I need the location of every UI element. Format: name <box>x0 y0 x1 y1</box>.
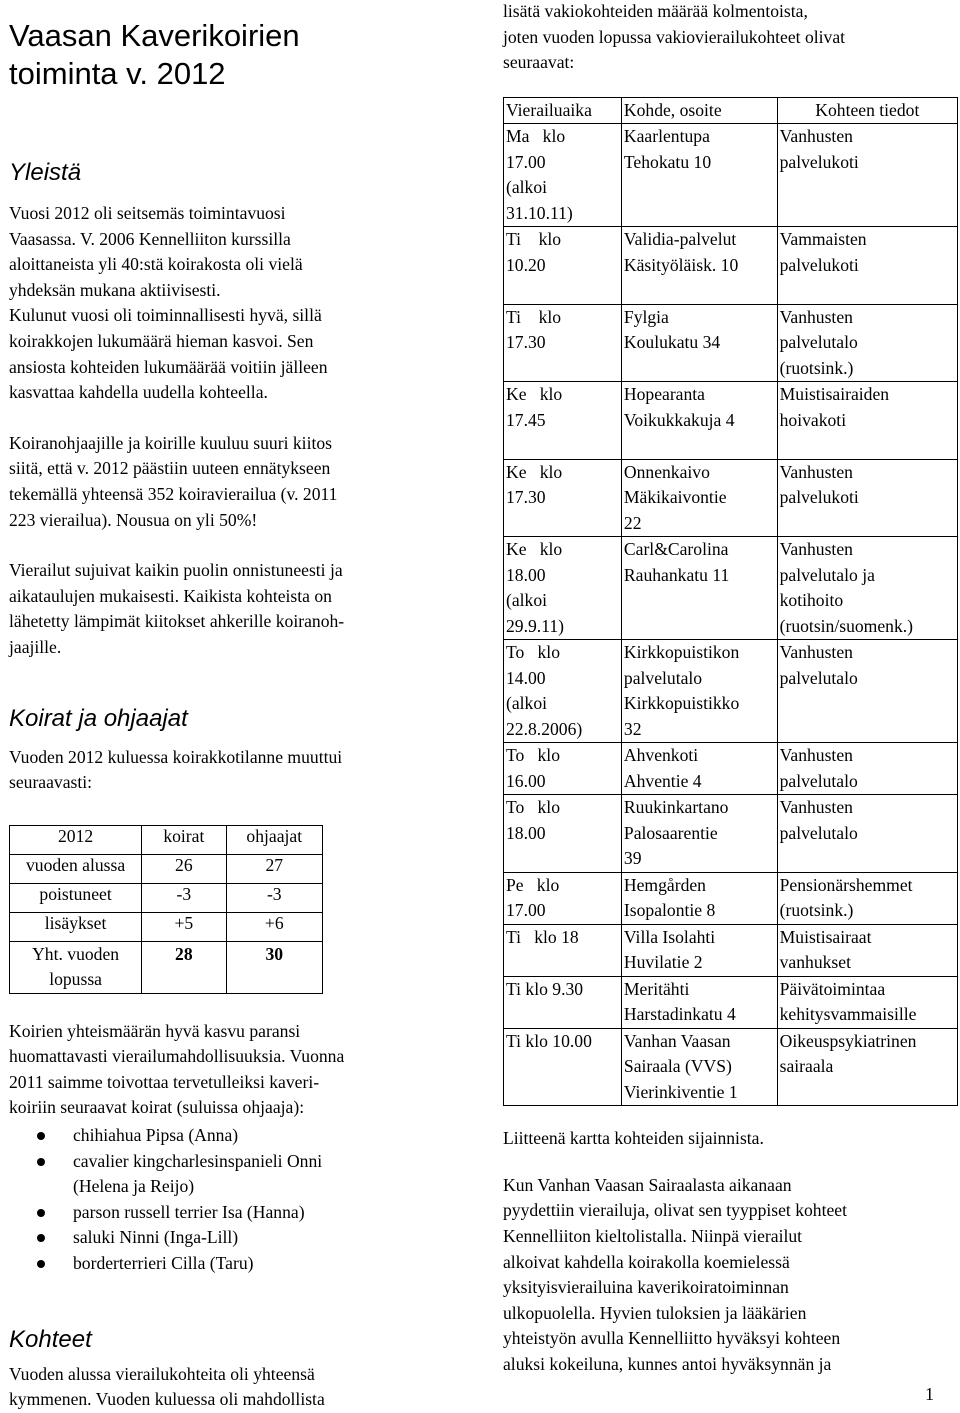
table-row <box>504 304 958 382</box>
text-line: huomattavasti vierailumahdollisuuksia. Vuonna <box>9 1046 345 1067</box>
cell-line: palvelutalo <box>779 667 858 688</box>
left-column <box>9 0 439 1413</box>
cell-line: Vierinkiventie 1 <box>623 1081 738 1102</box>
table-cell: +6 <box>226 912 322 941</box>
cell-line: 17.30 <box>506 487 546 508</box>
paragraph-kohteet <box>9 1362 439 1413</box>
table-header-cell: koirat <box>142 825 226 854</box>
cell-line <box>506 433 621 459</box>
table-cell-time <box>504 924 622 976</box>
table-cell-time <box>504 227 622 305</box>
text-line: 2011 saimme toivottaa tervetulleiksi kaveri- <box>9 1071 320 1092</box>
total-label: lopussa <box>49 968 102 989</box>
cell-line: Vanhusten <box>779 126 853 147</box>
cell-line: Rauhankatu 11 <box>623 564 730 585</box>
table-header-cell: Vierailuaika <box>504 97 622 124</box>
cell-line: Vanhusten <box>779 461 853 482</box>
table-cell-time <box>504 537 622 640</box>
text-line: aluksi kokeiluna, kunnes antoi hyväksynnän ja <box>503 1354 832 1375</box>
table-cell <box>10 941 142 993</box>
text-line: yhdeksän mukana aktiivisesti. <box>9 279 221 300</box>
text-line: Koirien yhteismäärän hyvä kasvu paransi <box>9 1020 301 1041</box>
cell-line: Kirkkopuistikon <box>623 642 740 663</box>
table-cell-info <box>777 743 957 795</box>
table-cell-info <box>777 924 957 976</box>
table-row <box>10 825 323 854</box>
text-line: yksityisvierailuina kaverikoiratoiminnan <box>503 1277 789 1298</box>
cell-line: Voikukkakuja 4 <box>623 409 735 430</box>
table-cell-time <box>504 124 622 227</box>
text-line: (Helena ja Reijo) <box>73 1176 195 1197</box>
text-line: chihiahua Pipsa (Anna) <box>73 1125 239 1146</box>
heading-yleista: Yleistä <box>9 159 82 186</box>
table-row <box>504 1028 958 1106</box>
cell-line: Ruukinkartano <box>623 797 729 818</box>
table-header-cell: ohjaajat <box>226 825 322 854</box>
visit-targets-table <box>503 97 958 1107</box>
table-row <box>504 459 958 537</box>
paragraph-yleista-1 <box>9 201 439 406</box>
cell-line: 18.00 <box>506 822 546 843</box>
cell-line: 17.00 <box>506 151 546 172</box>
cell-line: hoivakoti <box>779 409 847 430</box>
table-cell-time <box>504 640 622 743</box>
title-line: Vaasan Kaverikoirien <box>9 18 300 53</box>
table-cell-time <box>504 1028 622 1106</box>
table-cell: vuoden alussa <box>10 854 142 883</box>
table-cell-info <box>777 537 957 640</box>
table-cell-place <box>621 382 777 460</box>
cell-line: 22 <box>623 512 642 533</box>
cell-line: To klo <box>506 797 560 818</box>
bullet-icon <box>37 1209 45 1217</box>
table-row <box>504 227 958 305</box>
table-header-cell: Kohteen tiedot <box>777 97 957 124</box>
cell-line: Ke klo <box>506 461 563 482</box>
text-line: alkoivat kahdella koirakolla koemielessä <box>503 1251 790 1272</box>
table-cell-place <box>621 976 777 1028</box>
text-line: tekemällä yhteensä 352 koiravierailua (v. 2011 <box>9 483 338 504</box>
table-row <box>10 854 323 883</box>
cell-line: palvelutalo <box>779 770 858 791</box>
table-cell-place <box>621 304 777 382</box>
text-line: lähetetty lämpimät kiitokset ahkerille koiranoh- <box>9 611 345 632</box>
cell-line: Ti klo 18 <box>506 926 579 947</box>
cell-line: Ti klo <box>506 306 562 327</box>
table-cell-place <box>621 124 777 227</box>
cell-line: Hemgården <box>623 874 706 895</box>
text-line: jaajille. <box>9 636 62 657</box>
cell-line: Ahvenkoti <box>623 745 699 766</box>
cell-line: kehitysvammaisille <box>779 1004 917 1025</box>
table-cell-place <box>621 1028 777 1106</box>
cell-line: Validia-palvelut <box>623 229 737 250</box>
bullet-icon <box>37 1234 45 1242</box>
text-line: Vaasassa. V. 2006 Kennelliiton kurssilla <box>9 228 291 249</box>
cell-line: Ke klo <box>506 384 563 405</box>
table-cell-info <box>777 976 957 1028</box>
cell-line: Oikeuspsykiatrinen <box>779 1030 917 1051</box>
table-cell-time <box>504 872 622 924</box>
cell-line: Villa Isolahti <box>623 926 716 947</box>
table-cell-info <box>777 640 957 743</box>
table-cell: poistuneet <box>10 883 142 912</box>
paragraph-koirat-after <box>9 1019 439 1121</box>
paragraph-koirat-intro <box>9 745 439 796</box>
table-cell-info <box>777 1028 957 1106</box>
table-cell-time <box>504 304 622 382</box>
table-row <box>504 976 958 1028</box>
heading-kohteet: Kohteet <box>9 1325 92 1353</box>
paragraph-yleista-3 <box>9 558 439 660</box>
table-header-cell: 2012 <box>10 825 142 854</box>
cell-line: Kirkkopuistikko <box>623 693 740 714</box>
table-cell-time <box>504 743 622 795</box>
text-line: lisätä vakiokohteiden määrää kolmentoista, <box>503 1 808 21</box>
heading-koirat: Koirat ja ohjaajat <box>9 704 188 732</box>
text-line: yhteistyön avulla Kennelliitto hyväksyi kohteen <box>503 1328 841 1349</box>
text-line: kasvattaa kahdella uudella kohteella. <box>9 382 268 403</box>
cell-line: Ke klo <box>506 539 563 560</box>
cell-line: (alkoi <box>506 693 548 714</box>
cell-line: Meritähti <box>623 978 690 999</box>
table-row <box>504 382 958 460</box>
cell-line: palvelukoti <box>779 487 859 508</box>
text-line: Kun Vanhan Vaasan Sairaalasta aikanaan <box>503 1174 792 1195</box>
page-number: 1 <box>925 1384 934 1404</box>
cell-line: Onnenkaivo <box>623 461 710 482</box>
text-line: Kennelliiton kieltolistalla. Niinpä vierailut <box>503 1226 803 1247</box>
bullet-icon <box>37 1260 45 1268</box>
text-line: kymmenen. Vuoden kuluessa oli mahdollista <box>9 1389 325 1410</box>
cell-line: Koulukatu 34 <box>623 332 721 353</box>
table-cell-info <box>777 304 957 382</box>
cell-line <box>506 278 621 304</box>
table-cell: -3 <box>142 883 226 912</box>
table-row <box>504 924 958 976</box>
title-line: toiminta v. 2012 <box>9 56 226 91</box>
text-line: aikataulujen mukaisesti. Kaikista kohteista on <box>9 585 332 606</box>
text-line: pyydettiin vierailuja, olivat sen tyyppiset kohteet <box>503 1200 847 1221</box>
cell-line: Fylgia <box>623 306 669 327</box>
cell-line: Carl&Carolina <box>623 539 729 560</box>
page-title <box>9 17 439 93</box>
text-line: Vuoden 2012 kuluessa koirakkotilanne muuttui <box>9 746 343 767</box>
text-line: siitä, että v. 2012 päästiin uuteen ennätykseen <box>9 458 331 479</box>
table-header-row <box>504 97 958 124</box>
cell-line: Sairaala (VVS) <box>623 1056 732 1077</box>
table-cell-place <box>621 743 777 795</box>
cell-line: (alkoi <box>506 177 548 198</box>
attachment-note: Liitteenä kartta kohteiden sijainnista. <box>503 1128 764 1149</box>
text-line: seuraavasti: <box>9 772 93 793</box>
cell-line: 18.00 <box>506 564 546 585</box>
table-cell-total: 30 <box>226 941 322 993</box>
cell-line: palvelutalo <box>779 332 858 353</box>
paragraph-closing <box>503 1173 955 1378</box>
cell-line: vanhukset <box>779 952 851 973</box>
table-row <box>504 872 958 924</box>
dog-count-table <box>9 825 323 994</box>
table-cell-place <box>621 640 777 743</box>
text-line: parson russell terrier Isa (Hanna) <box>73 1201 305 1222</box>
text-line: Vierailut sujuivat kaikin puolin onnistuneesti ja <box>9 560 343 581</box>
cell-line: palvelutalo ja <box>779 564 875 585</box>
table-cell-time <box>504 795 622 873</box>
cell-line: kotihoito <box>779 590 844 611</box>
cell-line: Isopalontie 8 <box>623 900 716 921</box>
text-line: ulkopuolella. Hyvien tuloksien ja lääkärien <box>503 1302 807 1323</box>
cell-line: Vanhusten <box>779 642 853 663</box>
table-row <box>504 743 958 795</box>
text-line: seuraavat: <box>503 52 575 73</box>
cell-line: 32 <box>623 718 642 739</box>
cell-line: Huvilatie 2 <box>623 952 703 973</box>
cell-line: To klo <box>506 745 560 766</box>
text-line: Vuosi 2012 oli seitsemäs toimintavuosi <box>9 203 286 223</box>
cell-line: (ruotsink.) <box>779 900 854 921</box>
cell-line: 17.45 <box>506 409 546 430</box>
cell-line: 14.00 <box>506 667 546 688</box>
cell-line: Muistisairaat <box>779 926 872 947</box>
cell-line: Vanhusten <box>779 745 853 766</box>
table-cell-time <box>504 976 622 1028</box>
table-cell-place <box>621 795 777 873</box>
list-item <box>9 1200 439 1226</box>
text-line: cavalier kingcharlesinspanieli Onni <box>73 1150 323 1171</box>
text-line: koiriin seuraavat koirat (suluissa ohjaaja): <box>9 1097 305 1118</box>
table-cell-info <box>777 227 957 305</box>
table-cell-info <box>777 872 957 924</box>
table-row <box>10 912 323 941</box>
cell-line: 17.00 <box>506 900 546 921</box>
text-line: Koiranohjaajille ja koirille kuuluu suuri kiitos <box>9 432 332 453</box>
cell-line: Vanhusten <box>779 306 853 327</box>
cell-line: Palosaarentie <box>623 822 718 843</box>
cell-line: To klo <box>506 642 560 663</box>
cell-line: Päivätoimintaa <box>779 978 886 999</box>
cell-line: 16.00 <box>506 770 546 791</box>
cell-line: (alkoi <box>506 590 548 611</box>
cell-line: 17.30 <box>506 332 546 353</box>
table-header-cell: Kohde, osoite <box>621 97 777 124</box>
table-cell-info <box>777 795 957 873</box>
cell-line: palvelutalo <box>623 667 703 688</box>
text-line: ansiosta kohteiden lukumäärää voitiin jälleen <box>9 356 328 377</box>
table-cell: 27 <box>226 854 322 883</box>
bullet-icon <box>37 1132 45 1140</box>
cell-line: sairaala <box>779 1056 834 1077</box>
table-row <box>504 537 958 640</box>
list-item <box>9 1251 439 1277</box>
cell-line: Käsityöläisk. 10 <box>623 254 739 275</box>
cell-line: Pe klo <box>506 874 560 895</box>
table-cell-place <box>621 872 777 924</box>
text-line: koirakkojen lukumäärä hieman kasvoi. Sen <box>9 330 314 351</box>
table-cell-place <box>621 459 777 537</box>
table-cell: lisäykset <box>10 912 142 941</box>
text-line: joten vuoden lopussa vakiovierailukohteet olivat <box>503 26 846 47</box>
cell-line: Vammaisten <box>779 229 867 250</box>
cell-line: 22.8.2006) <box>506 718 583 739</box>
table-cell-info <box>777 459 957 537</box>
cell-line: Kaarlentupa <box>623 126 710 147</box>
table-cell-place <box>621 227 777 305</box>
cell-line: Muistisairaiden <box>779 384 890 405</box>
cell-line: Vanhusten <box>779 539 853 560</box>
text-line: Vuoden alussa vierailukohteita oli yhteensä <box>9 1363 315 1384</box>
cell-line: palvelutalo <box>779 822 858 843</box>
total-label: Yht. vuoden <box>32 943 120 964</box>
right-column <box>503 0 955 1378</box>
table-cell-total: 28 <box>142 941 226 993</box>
cell-line: Mäkikaivontie <box>623 487 727 508</box>
cell-line: Vanhan Vaasan <box>623 1030 731 1051</box>
text-line: Kulunut vuosi oli toiminnallisesti hyvä, sillä <box>9 305 322 326</box>
table-row <box>504 124 958 227</box>
text-line: borderterrieri Cilla (Taru) <box>73 1253 254 1274</box>
table-cell-time <box>504 382 622 460</box>
table-cell: -3 <box>226 883 322 912</box>
table-row-total <box>10 941 323 993</box>
paragraph-yleista-2 <box>9 431 439 533</box>
cell-line: palvelukoti <box>779 254 859 275</box>
list-item <box>9 1225 439 1251</box>
cell-line: (ruotsink.) <box>779 357 854 378</box>
cell-line: 39 <box>623 848 642 869</box>
text-line: saluki Ninni (Inga-Lill) <box>73 1227 239 1248</box>
cell-line: Pensionärshemmet <box>779 874 913 895</box>
cell-line: Tehokatu 10 <box>623 151 712 172</box>
table-cell-place <box>621 537 777 640</box>
list-item <box>9 1149 439 1200</box>
paragraph-right-intro <box>503 0 955 76</box>
table-cell-info <box>777 382 957 460</box>
list-item <box>9 1123 439 1149</box>
cell-line: Ma klo <box>506 126 566 147</box>
table-row <box>504 795 958 873</box>
cell-line: Harstadinkatu 4 <box>623 1004 736 1025</box>
cell-line: Ti klo 10.00 <box>506 1030 592 1051</box>
text-line: aloittaneista yli 40:stä koirakosta oli vielä <box>9 254 303 275</box>
cell-line: Ahventie 4 <box>623 770 702 791</box>
table-row <box>10 883 323 912</box>
cell-line: Hopearanta <box>623 384 705 405</box>
cell-line: 31.10.11) <box>506 202 573 223</box>
cell-line: palvelukoti <box>779 151 859 172</box>
table-cell-info <box>777 124 957 227</box>
dog-list <box>9 1123 439 1277</box>
table-cell-place <box>621 924 777 976</box>
table-row <box>504 640 958 743</box>
table-cell: 26 <box>142 854 226 883</box>
text-line: 223 vierailua). Nousua on yli 50%! <box>9 509 258 530</box>
cell-line: Ti klo 9.30 <box>506 978 584 999</box>
table-cell-time <box>504 459 622 537</box>
cell-line: Ti klo <box>506 229 562 250</box>
bullet-icon <box>37 1158 45 1166</box>
cell-line: Vanhusten <box>779 797 853 818</box>
cell-line: 29.9.11) <box>506 615 564 636</box>
visits-body <box>504 124 958 1106</box>
cell-line: (ruotsin/suomenk.) <box>779 615 914 636</box>
table-cell: +5 <box>142 912 226 941</box>
cell-line: 10.20 <box>506 254 546 275</box>
